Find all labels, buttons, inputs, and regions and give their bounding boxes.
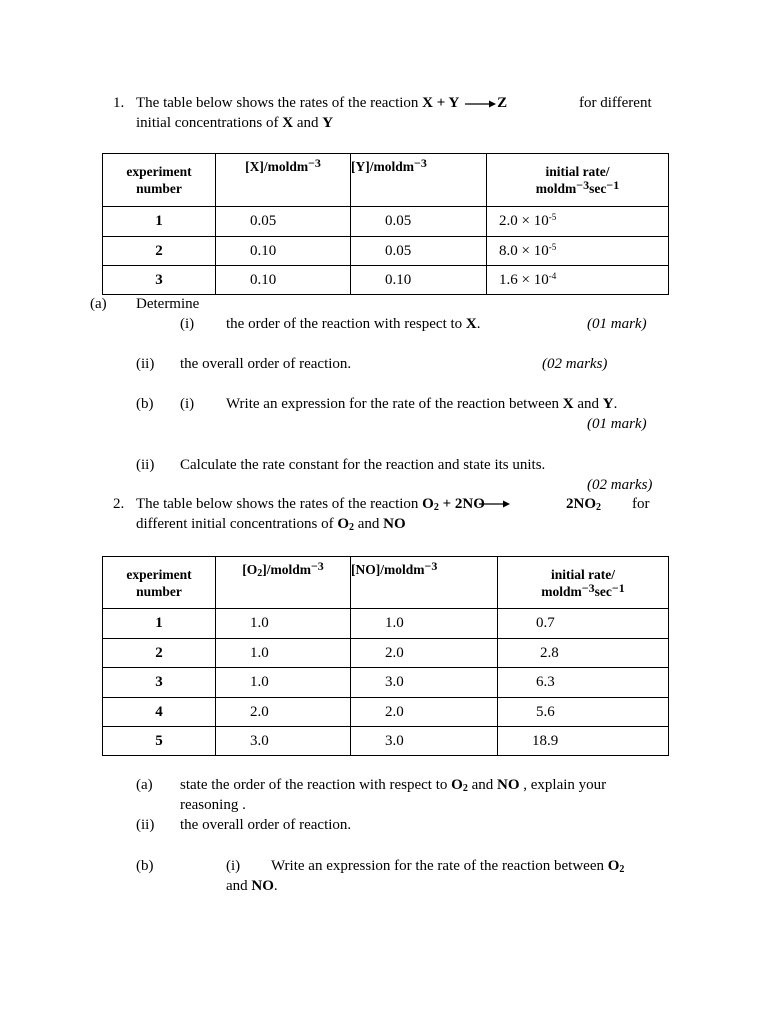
q1-and: and [293,115,323,131]
q1-intro-after: for different [579,95,652,111]
q2-intro-line1 [136,494,485,514]
q1-aii-text: the overall order of reaction. [180,356,352,372]
q1-row2-x: 0.10 [216,237,351,266]
q1-row1-y: 0.05 [351,207,487,237]
q1-header-rate: initial rate/ moldm−3sec−1 [487,154,669,207]
q2-reactants: $O_2 + 2NO$ [422,496,485,513]
q1-var-x: X [282,115,294,131]
q1-row3-rate: $1.6 \times 10^{-4}$ [487,266,669,295]
q1-header-x: [X]/moldm−3 [216,154,351,207]
q2-header-experiment: experiment number [103,557,216,609]
q2-intro-after: for [632,496,650,512]
table-row: 3 1.0 3.0 6.3 [103,668,669,698]
q1-header-experiment: experiment number [103,154,216,207]
q2-b-label: (b) [136,858,154,874]
q1-row2-number: 2 [103,237,216,266]
q2-a-text: state the order of the reaction with respect to $O_2$ and NO , explain your [180,777,607,794]
q1-row1-x: 0.05 [216,207,351,237]
reaction-arrow-icon [463,99,497,109]
q2-header-no: [NO]/moldm−3 [351,557,498,609]
q2-bi-label: (i) [226,858,241,874]
q1-row3-y: 0.10 [351,266,487,295]
q2-var-o2: $O_2$ [337,516,354,533]
q1-intro-text: The table below shows the rates of the reaction [136,95,423,111]
q1-table-header-row [103,154,669,207]
q1-aii-marks: (02 marks) [542,356,608,372]
q1-bi-label: (i) [180,396,195,412]
q1-a-text: Determine [136,296,200,312]
reaction-arrow-icon [478,499,512,509]
q2-intro-line2: different initial concentrations of $O_2$ and NO [136,516,406,533]
q1-number: 1. [113,95,125,111]
q2-aii-label: (ii) [136,817,155,833]
q1-rates-table [102,153,669,295]
q2-table-header-row [103,557,669,609]
q1-row2-y: 0.05 [351,237,487,266]
q2-header-o2: $[O_2]/moldm-3$ [216,557,351,609]
q2-intro-text: The table below shows the rates of the reaction [136,496,423,512]
q1-bii-label: (ii) [136,457,155,473]
q1-intro-line2 [136,113,333,133]
q2-product: $2NO_2$ [566,496,601,513]
q1-row1-rate: $2.0 \times 10^{-5}$ [487,207,669,237]
q1-row3-number: 3 [103,266,216,295]
q1-header-y: [Y]/moldm−3 [351,154,487,207]
q1-bii-marks: (02 marks) [587,477,653,493]
q2-bi-text-line2: and NO. [226,878,278,894]
q1-b-label: (b) [136,396,154,412]
q2-number: 2. [113,496,125,512]
q1-aii-label: (ii) [136,356,155,372]
q1-intro-line2-text: initial concentrations of [136,115,283,131]
q1-ai-label: (i) [180,316,195,332]
q2-header-rate: initial rate/ moldm−3sec−1 [498,557,669,609]
table-row: 4 2.0 2.0 5.6 [103,698,669,727]
q2-aii-text: the overall order of reaction. [180,817,352,833]
q2-var-no: NO [383,516,406,532]
q2-a-text-line2: reasoning . [180,797,246,813]
table-row [103,237,669,266]
q1-ai-marks: (01 mark) [587,316,647,332]
q1-bii-text: Calculate the rate constant for the reaction and state its units. [180,457,546,473]
q2-bi-text: Write an expression for the rate of the reaction between $O_2$ [271,858,625,875]
q1-a-label: (a) [90,296,107,312]
q1-row1-number: 1 [103,207,216,237]
q1-bi-text: Write an expression for the rate of the reaction between X and Y. [226,396,618,412]
q1-product: Z [497,95,508,111]
table-row [103,266,669,295]
q1-reactants: X + Y [422,95,460,111]
q2-rates-table [102,556,669,756]
q1-var-y: Y [322,115,334,131]
table-row [103,207,669,237]
table-row: 5 3.0 3.0 18.9 [103,727,669,756]
q1-bi-marks: (01 mark) [587,416,647,432]
table-row: 2 1.0 2.0 2.8 [103,639,669,668]
q1-row2-rate: $8.0 \times 10^{-5}$ [487,237,669,266]
table-row: 1 1.0 1.0 0.7 [103,609,669,639]
q1-row3-x: 0.10 [216,266,351,295]
q2-a-label: (a) [136,777,153,793]
q1-intro-line1 [136,93,507,113]
q1-ai-text: the order of the reaction with respect to X. [226,316,481,332]
